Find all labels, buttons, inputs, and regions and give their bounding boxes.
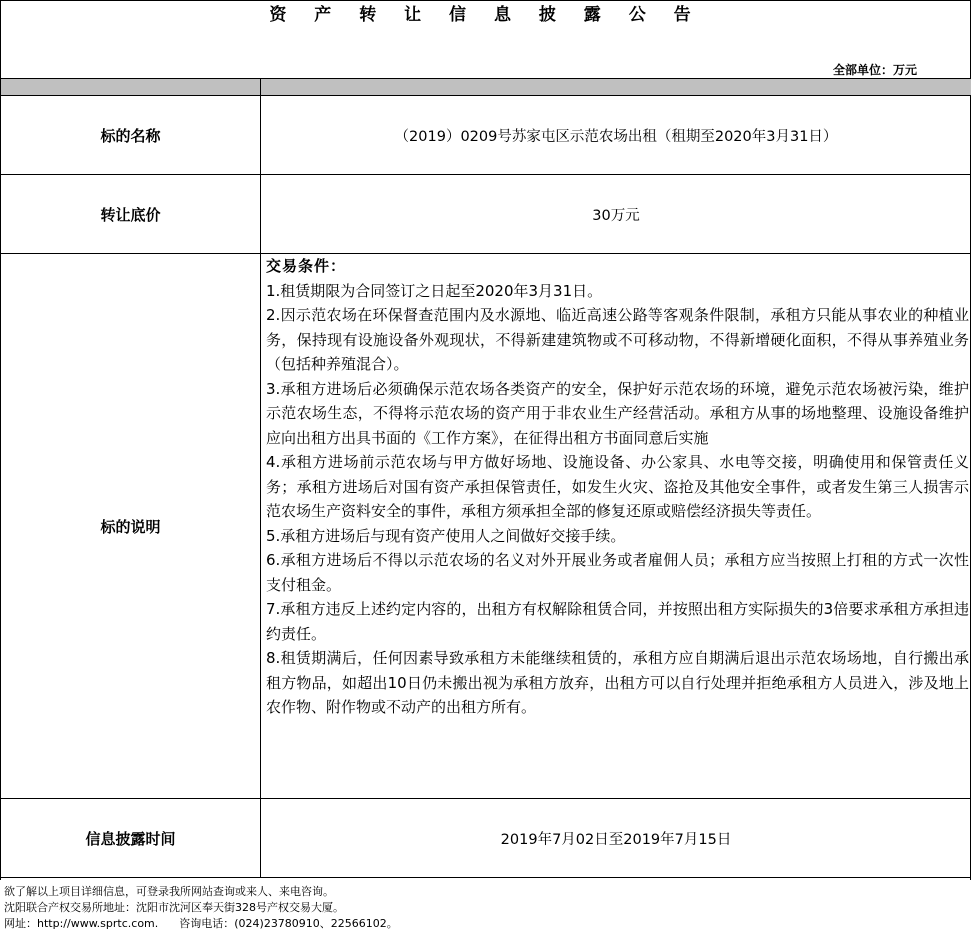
- condition-item-2: 2.因示范农场在环保督查范围内及水源地、临近高速公路等客观条件限制，承租方只能从事农业的种植业务，保持现有设施设备外观现状，不得新建建筑物或不可移动物，不得新增硬化面积，不得从事养殖业务（包括种养殖混合）。: [266, 306, 969, 373]
- table-row-subject-name: [1, 96, 971, 175]
- header-band-cell-left: [1, 79, 261, 96]
- disclosure-table: [0, 78, 971, 878]
- trading-conditions-heading: 交易条件：: [266, 257, 347, 275]
- condition-item-3: 3.承租方进场后必须确保示范农场各类资产的安全，保护好示范农场的环境，避免示范农场被污染，维护示范农场生态，不得将示范农场的资产用于非农业生产经营活动。承租方从事的场地整理、设施设备维护应向出租方出具书面的《工作方案》，在征得出租方书面同意后实施: [266, 379, 969, 447]
- subject-name-value: （2019）0209号苏家屯区示范农场出租（租期至2020年3月31日）: [261, 96, 971, 175]
- table-row-description: [1, 254, 971, 799]
- condition-item-8: 8.租赁期满后，任何因素导致承租方未能继续租赁的，承租方应自期满后退出示范农场场地，自行搬出承租方物品，如超出10日仍未搬出视为承租方放弃，出租方可以自行处理并拒绝承租方人员进入，涉及地上农作物、附作物或不动产的出租方所有。: [266, 649, 969, 716]
- description-content: [261, 254, 971, 799]
- footer-notes: [4, 884, 398, 932]
- table-row-base-price: [1, 175, 971, 254]
- condition-item-1: 1.租赁期限为合同签订之日起至2020年3月31日。: [266, 281, 603, 300]
- condition-item-7: 7.承租方违反上述约定内容的，出租方有权解除租赁合同，并按照出租方实际损失的3倍要求承租方承担违约责任。: [266, 600, 969, 643]
- footer-inquiry-note: 欲了解以上项目详细信息，可登录我所网站查询或来人、来电咨询。: [4, 885, 334, 898]
- unit-note: 全部单位：万元: [832, 63, 917, 77]
- disclosure-period-label: 信息披露时间: [1, 799, 261, 878]
- base-price-value: 30万元: [261, 175, 971, 254]
- subject-name-label: 标的名称: [1, 96, 261, 175]
- footer-address: 沈阳联合产权交易所地址：沈阳市沈河区奉天街328号产权交易大厦。: [4, 901, 344, 914]
- condition-item-6: 6.承租方进场后不得以示范农场的名义对外开展业务或者雇佣人员；承租方应当按照上打租的方式一次性支付租金。: [266, 551, 969, 594]
- footer-website-phone: 网址：http://www.sprtc.com. 咨询电话：(024)23780910、22566102。: [4, 917, 398, 930]
- document-title: 资 产 转 让 信 息 披 露 公 告: [269, 5, 702, 25]
- table-header-band: [1, 79, 971, 96]
- header-band-cell-right: [261, 79, 971, 96]
- table-row-disclosure-period: [1, 799, 971, 878]
- base-price-label: 转让底价: [1, 175, 261, 254]
- condition-item-4: 4.承租方进场前示范农场与甲方做好场地、设施设备、办公家具、水电等交接，明确使用和保管责任义务；承租方进场后对国有资产承担保管责任，如发生火灾、盗抢及其他安全事件，或者发生第三人损害示范农场生产资料安全的事件，承租方须承担全部的修复还原或赔偿经济损失等责任。: [266, 453, 969, 520]
- disclosure-period-value: 2019年7月02日至2019年7月15日: [261, 799, 971, 878]
- condition-item-5: 5.承租方进场后与现有资产使用人之间做好交接手续。: [266, 526, 626, 545]
- description-label: 标的说明: [1, 254, 261, 799]
